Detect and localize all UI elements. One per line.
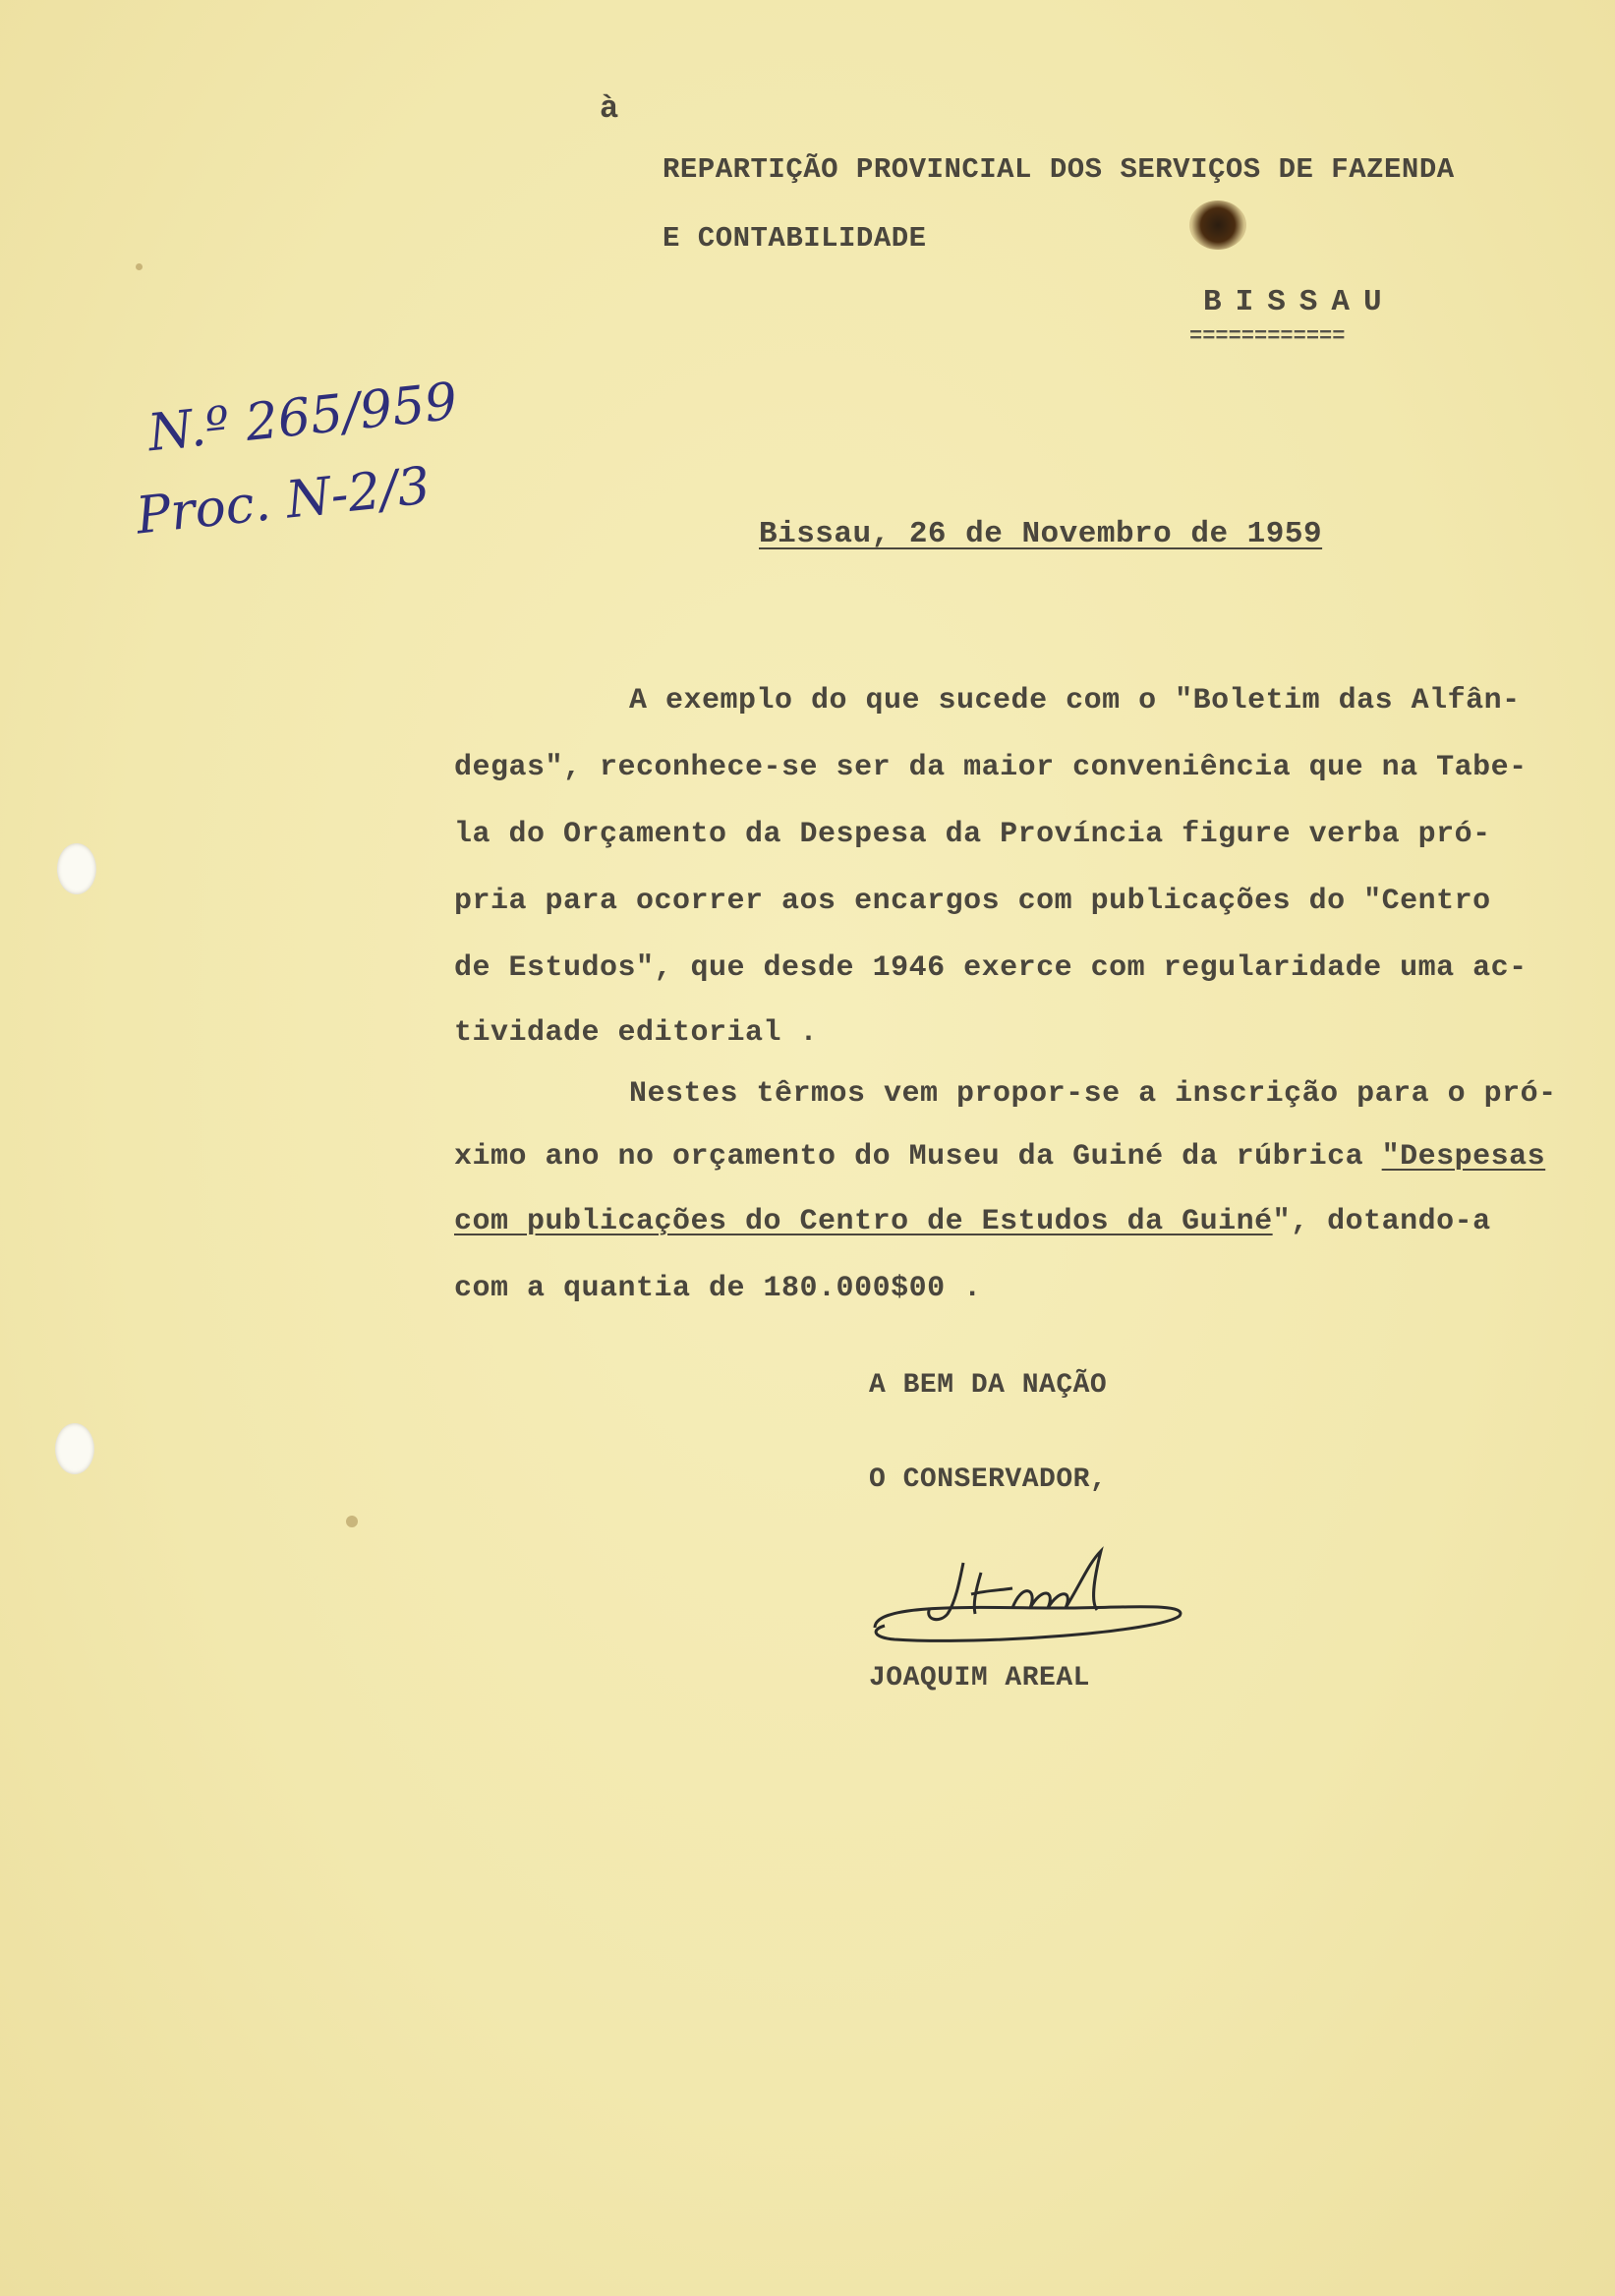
body-line: tividade editorial . bbox=[454, 1016, 819, 1050]
body-line: la do Orçamento da Despesa da Província figure verba pró- bbox=[454, 818, 1491, 851]
handwritten-reference-1: N.º 265/959 bbox=[144, 372, 460, 464]
letter-marker: à bbox=[600, 90, 619, 127]
handwritten-reference-2: Proc. N-2/3 bbox=[133, 456, 433, 546]
body-text: ", dotando-a bbox=[1272, 1205, 1491, 1238]
closing-salutation: A BEM DA NAÇÃO bbox=[869, 1370, 1108, 1401]
burn-mark bbox=[1189, 201, 1246, 250]
punch-hole-top bbox=[57, 843, 96, 894]
budget-heading-quote: com publicações do Centro de Estudos da Guiné bbox=[454, 1205, 1273, 1238]
body-line: com a quantia de 180.000$00 . bbox=[454, 1272, 982, 1305]
body-line: degas", reconhece-se ser da maior conveniência que na Tabe- bbox=[454, 751, 1528, 784]
body-text: ximo ano no orçamento do Museu da Guiné da rúbrica bbox=[454, 1140, 1382, 1174]
stain-spot bbox=[136, 263, 143, 270]
punch-hole-bottom bbox=[55, 1423, 94, 1474]
body-line bbox=[454, 1205, 1491, 1238]
body-line: de Estudos", que desde 1946 exerce com regularidade uma ac- bbox=[454, 951, 1528, 985]
body-line: pria para ocorrer aos encargos com publicações do "Centro bbox=[454, 885, 1491, 918]
signatory-name: JOAQUIM AREAL bbox=[869, 1663, 1090, 1693]
stain-spot bbox=[346, 1516, 358, 1527]
body-line: Nestes têrmos vem propor-se a inscrição para o pró- bbox=[629, 1077, 1557, 1111]
body-line bbox=[454, 1140, 1545, 1174]
budget-heading-quote: "Despesas bbox=[1381, 1140, 1546, 1174]
recipient-city: BISSAU bbox=[1203, 285, 1396, 319]
handwritten-signature bbox=[865, 1543, 1199, 1651]
recipient-line-2: E CONTABILIDADE bbox=[663, 222, 927, 255]
letter-date: Bissau, 26 de Novembro de 1959 bbox=[759, 517, 1323, 551]
recipient-line-1: REPARTIÇÃO PROVINCIAL DOS SERVIÇOS DE FAZENDA bbox=[663, 153, 1455, 186]
body-line: A exemplo do que sucede com o "Boletim das Alfân- bbox=[629, 684, 1521, 718]
recipient-city-rule: ============ bbox=[1189, 324, 1346, 349]
signatory-title: O CONSERVADOR, bbox=[869, 1464, 1108, 1495]
